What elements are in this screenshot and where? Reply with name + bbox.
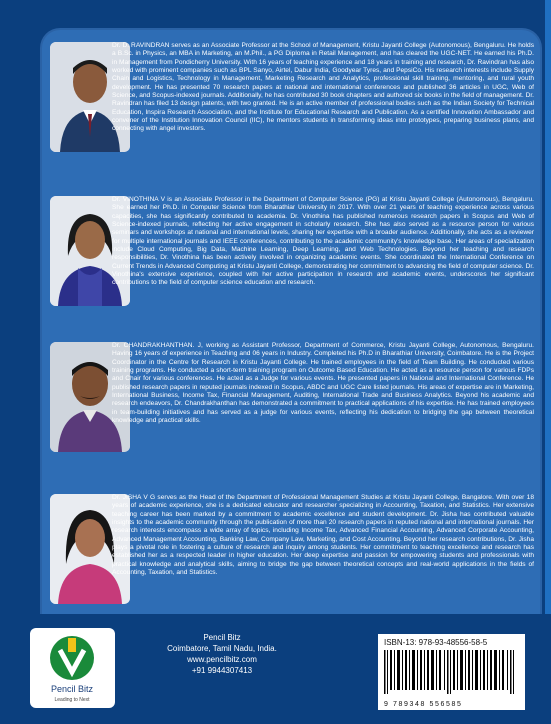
publisher-city: Coimbatore, Tamil Nadu, India. xyxy=(167,644,277,653)
isbn-digits: 9 789348 556585 xyxy=(384,701,463,708)
pencil-bitz-logo-icon xyxy=(30,628,115,708)
bio-ravindran xyxy=(42,30,540,182)
isbn-barcode xyxy=(378,634,525,710)
bio-text-ravindran: Dr. D. RAVINDRAN serves as an Associate Professor at the School of Management, Kristu Jayanti College (Autonomous), Bengaluru. He holds a B.Sc. in Physics, an MBA in Marketing, an M.Phil., a PG Diploma in Retail Management, and has cleared the UGC-NET. He earned his Ph.D. in Management from Pondicherry University. With 16 years of teaching experience and 18 years in training and research, Dr. Ravindran has also worked with prominent companies such as BPL Sanyo, Airtel, Dabur India, Goodyear Tyres, and PepsiCo. His research interests include Supply Chain and Logistics, Technology in Management, Marketing Research and Analytics, professional skill training, mentoring, and rural youth development. He has presented 70 research papers at national and international conferences and published 36 articles in UGC, Web of Science, and Scopus-indexed journals. Additionally, he has contributed 30 book chapters and authored six books in the field of management. Dr. Ravindran has filed 13 design patents, with two granted. He is an active member of professional bodies such as the Indian Society for Technical Education, Inspira Research Association, and the Institute for Educational Research and Publication. As a certified Innovation Ambassador and convener of the Institution Innovation Council (IIC), he mentors students in transforming ideas into prototypes, preparing business plans, and connecting with angel investors. xyxy=(112,42,534,133)
bio-vinothina xyxy=(42,190,540,330)
bio-panel xyxy=(42,30,540,614)
logo-name: Pencil Bitz xyxy=(50,684,94,694)
publisher-logo xyxy=(30,628,115,708)
publisher-name: Pencil Bitz xyxy=(203,633,241,642)
barcode-icon xyxy=(384,650,519,694)
publisher-info xyxy=(147,632,297,676)
logo-tagline: Leading to Next xyxy=(54,697,90,703)
publisher-phone: +91 9944307413 xyxy=(191,666,253,675)
bio-text-vinothina: Dr. VINOTHINA V is an Associate Professor in the Department of Computer Science (PG) at Kristu Jayanti College (Autonomous), Bengaluru. She earned her Ph.D. in Computer Science from Bharathiar University in 2017. With over 21 years of teaching experience across various capacities, she has significantly contributed to academia. Dr. Vinothina has published numerous research papers in Scopus and Web of Science-indexed journals, reflecting her active engagement in scholarly research. She has also served as a resource person for various seminars and workshops at national and international levels, sharing her expertise with a broader audience. Additionally, she acts as a reviewer for multiple international journals and IEEE conferences, contributing to the academic community's knowledge base. Her areas of specialization include Cloud Computing, Big Data, Machine Learning, Deep Learning, and Web Technologies. Beyond her teaching and research responsibilities, Dr. Vinothina has been actively involved in organizing academic events. She coordinated the International Conference on Current Trends in Advanced Computing at Kristu Jayanti College, demonstrating her commitment to advancing the field of computer science. Dr. Vinothina's extensive experience, coupled with her active participation in research and academic events, underscores her significant contributions to the field of computer science education and research. xyxy=(112,196,534,287)
bio-text-jisha: Dr. JISHA V G serves as the Head of the Department of Professional Management Studies at Kristu Jayanti College, Bangalore. With over 18 years of academic experience, she is a dedicated educator and researcher specializing in Accounting, Taxation, and Statistics. Her extensive teaching career has been marked by a commitment to academic excellence and student development. Dr. Jisha has contributed valuable insights to the academic community through the publication of more than 20 research papers in reputed national and international journals. Her research interests encompass a wide array of topics, including Income Tax, Advanced Financial Accounting, Advanced Corporate Accounting, Advanced Management Accounting, Banking Law, Company Law, Marketing, and Cost Accounting. Beyond her research contributions, Dr. Jisha plays a pivotal role in fostering a culture of research and inquiry among students. Her commitment to teaching excellence and research has established her as a respected leader in higher education. Her deep expertise and passion for empowering students and professionals with practical knowledge and analytical skills, aiming to bridge the gap between theoretical concepts and real-world applications in the fields of Accounting, Taxation, and Statistics. xyxy=(112,494,534,577)
publisher-website[interactable]: www.pencilbitz.com xyxy=(187,655,257,664)
bio-chandrakhanthan xyxy=(42,336,540,476)
isbn-label: ISBN-13: 978-93-48556-58-5 xyxy=(384,638,488,647)
bio-jisha xyxy=(42,488,540,614)
bio-text-chandrakhanthan: Dr. CHANDRAKHANTHAN. J, working as Assistant Professor, Department of Commerce, Kristu Jayanti College, Autonomous, Bengaluru. Having 16 years of experience in Teaching and 06 years in Industry. Completed his Ph.D in Bharathiar University, Coimbatore. He is the Project Coordinator in the Centre for Research in Kristu Jayanti College. He trained employees in the field of Team Building. He conducted various training programs. He conducted a short-term training program on Outcome Based Education. He acted as a resource person for various FDPs and Chair for various conferences. He acted as a Judge for various events. He presented papers in National and International Conference. He published research papers in reputed journals indexed in Scopus, ABDC and UGC Care listed journals. His areas of expertise are in Marketing, International Business, Income Tax, Financial Management, Auditing, International Trade and Business Analytics. Beyond his academic and research endeavors, Dr. Chandrakhanthan has demonstrated a commitment to practical applications of his expertise. He has trained employees in team-building initiatives and has served as a judge for various events, reflecting his dedication to bridging the gap between theoretical knowledge and practical skills. xyxy=(112,342,534,425)
